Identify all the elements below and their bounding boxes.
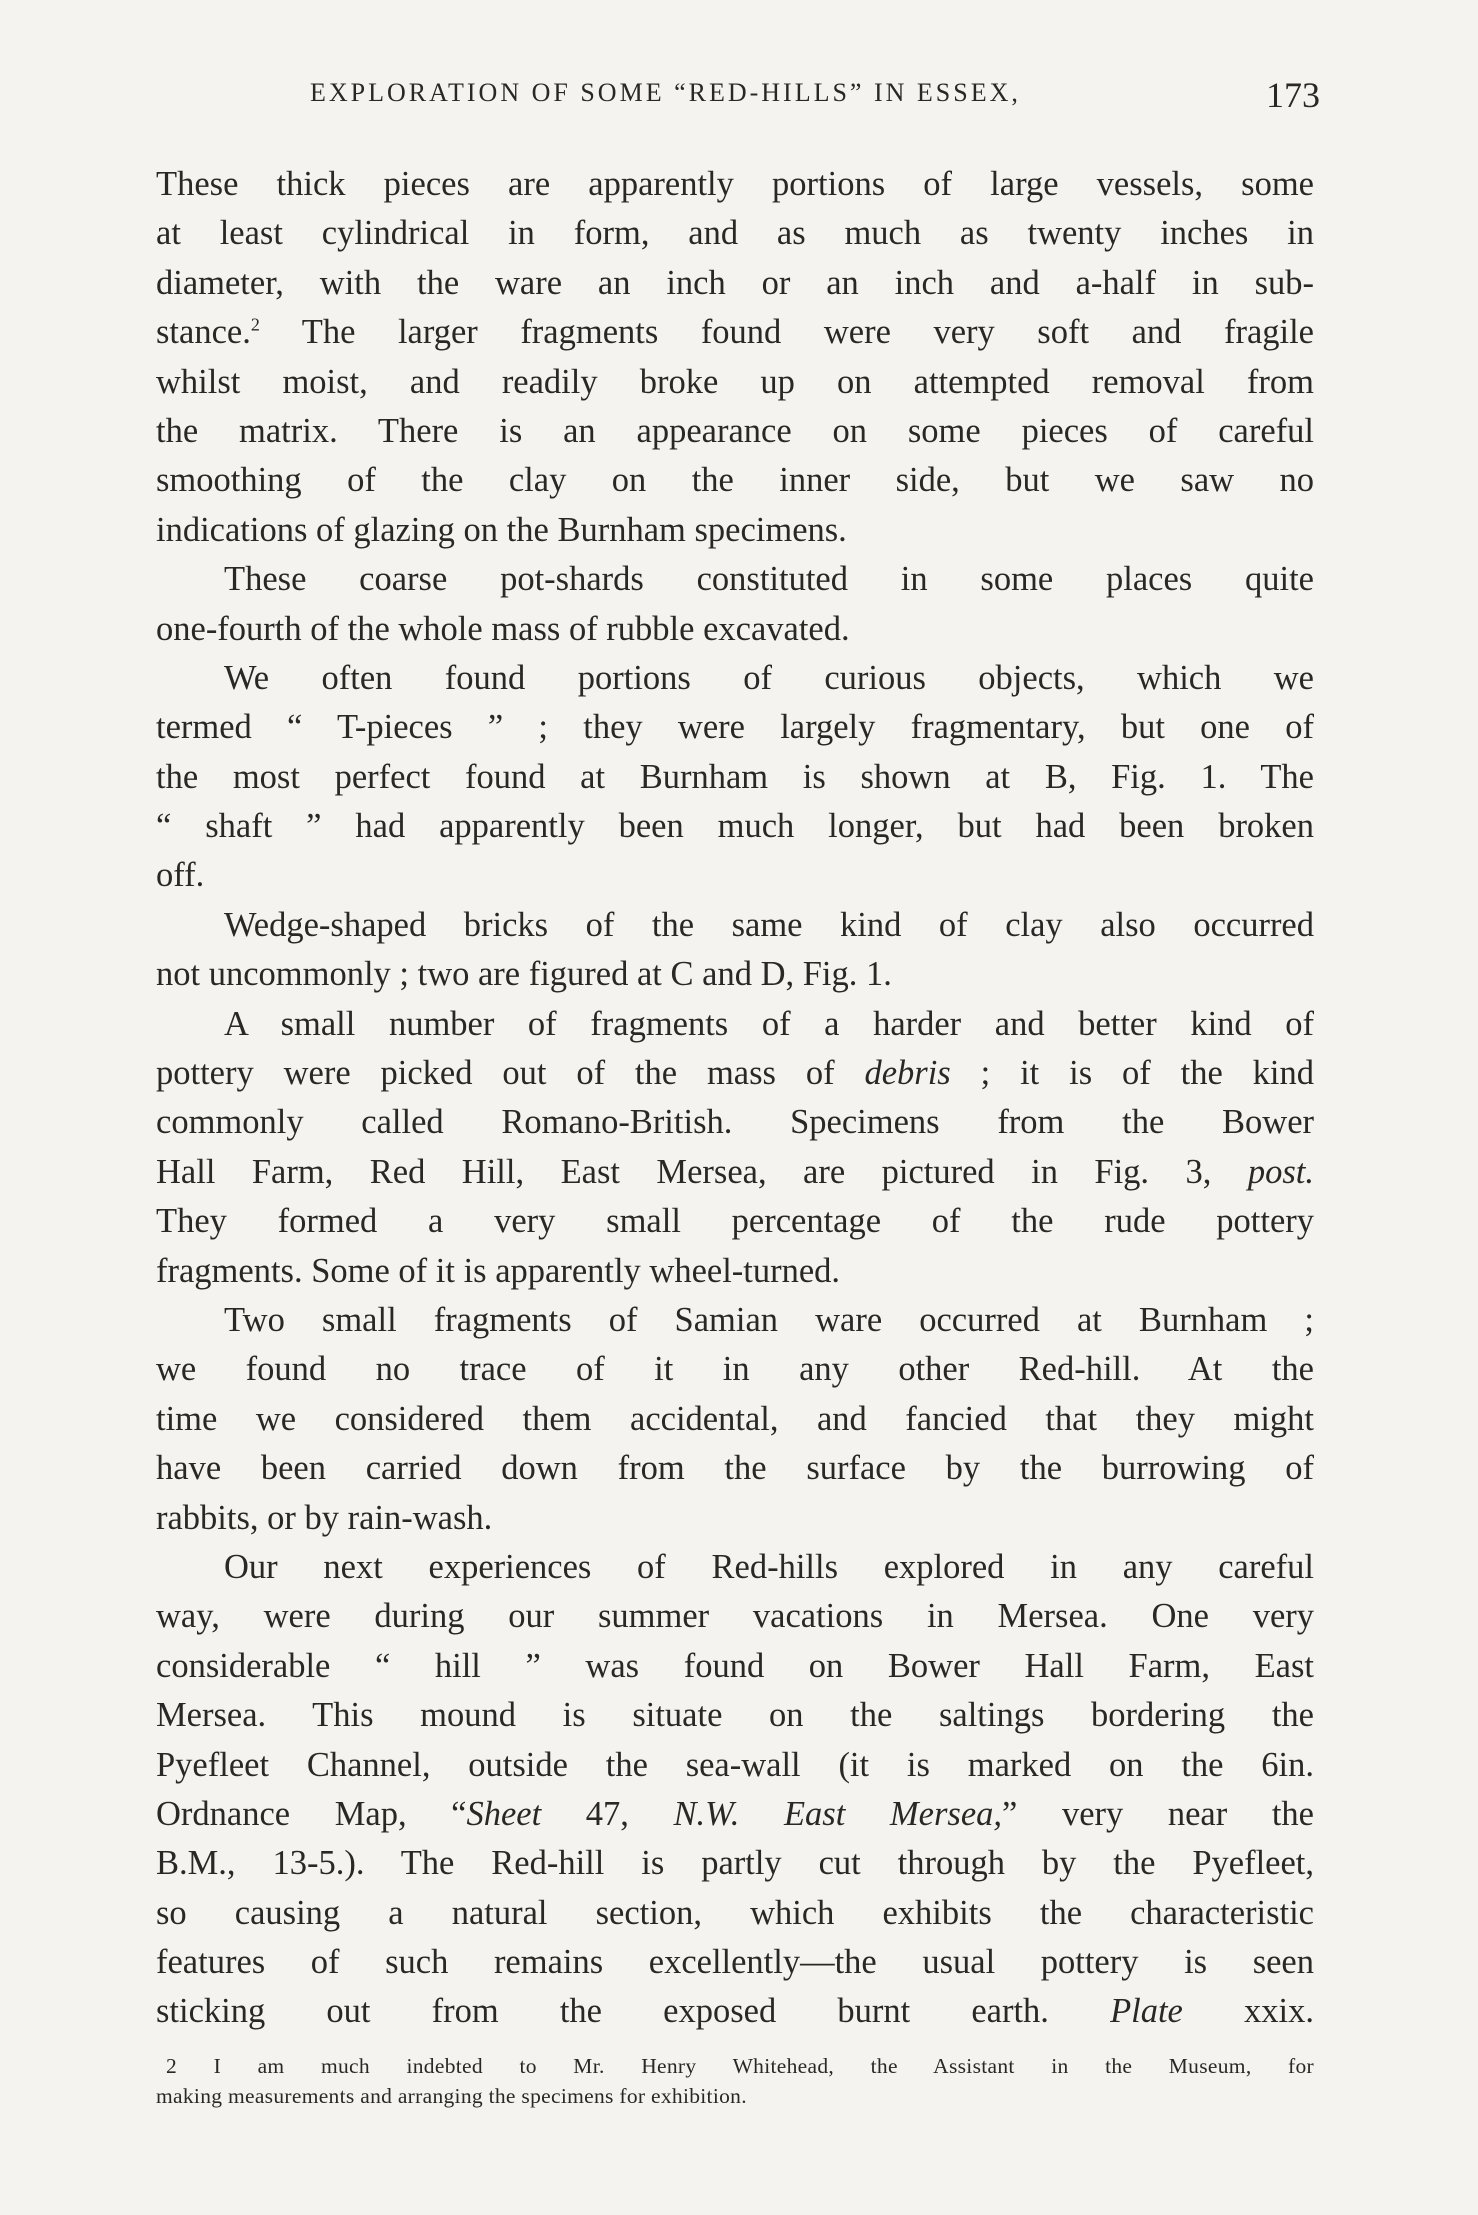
text-segment: Hall Farm, Red Hill, East Mersea, are pictured in Fig. 3, xyxy=(156,1152,1212,1191)
text-line: have been carried down from the surface by the burrowing of xyxy=(156,1449,1314,1488)
text-line: not uncommonly ; two are figured at C and D, Fig. 1. xyxy=(156,955,892,994)
text-line xyxy=(156,1148,1314,1197)
text-line xyxy=(156,1987,1314,2036)
text-line: at least cylindrical in form, and as much as twenty inches in xyxy=(156,214,1314,253)
text-line xyxy=(156,308,1314,357)
text-line: one-fourth of the whole mass of rubble excavated. xyxy=(156,609,850,648)
text-line: Mersea. This mound is situate on the saltings bordering the xyxy=(156,1696,1314,1735)
italic-term: Plate xyxy=(1110,1992,1183,2031)
text-line: whilst moist, and readily broke up on attempted removal from xyxy=(156,362,1314,401)
text-line: considerable “ hill ” was found on Bower Hall Farm, East xyxy=(156,1646,1314,1685)
text-line: We often found portions of curious objects, which we xyxy=(224,658,1314,697)
running-title: EXPLORATION OF SOME “RED-HILLS” IN ESSEX, xyxy=(310,78,1021,107)
text-line: we found no trace of it in any other Red-hill. At the xyxy=(156,1350,1314,1389)
text-line: commonly called Romano-British. Specimens from the Bower xyxy=(156,1103,1314,1142)
text-line xyxy=(156,1790,1314,1839)
text-line xyxy=(156,1049,1314,1098)
text-segment: stance. xyxy=(156,313,251,352)
running-head xyxy=(160,74,1320,124)
text-line: off. xyxy=(156,856,205,895)
text-segment: sticking out from the exposed burnt earth. xyxy=(156,1992,1049,2031)
text-segment: The larger fragments found were very soft and fragile xyxy=(259,313,1314,352)
text-line: rabbits, or by rain-wash. xyxy=(156,1498,493,1537)
footnote-line: making measurements and arranging the specimens for exhibition. xyxy=(156,2084,747,2108)
text-line: the most perfect found at Burnham is shown at B, Fig. 1. The xyxy=(156,757,1314,796)
text-segment: ” very near the xyxy=(1002,1794,1314,1833)
text-segment: 47, xyxy=(541,1794,674,1833)
italic-term: N.W. East Mersea, xyxy=(673,1794,1003,1833)
text-line: diameter, with the ware an inch or an inch and a-half in sub- xyxy=(156,263,1314,302)
page-number: 173 xyxy=(1266,75,1320,115)
text-line: These coarse pot-shards constituted in some places quite xyxy=(224,560,1314,599)
text-line: B.M., 13-5.). The Red-hill is partly cut through by the Pyefleet, xyxy=(156,1844,1314,1883)
footnotes xyxy=(156,2051,1314,2111)
text-line: the matrix. There is an appearance on some pieces of careful xyxy=(156,411,1314,450)
text-line: They formed a very small percentage of the rude pottery xyxy=(156,1202,1314,1241)
text-segment: xxix. xyxy=(1182,1992,1314,2031)
text-line: Two small fragments of Samian ware occurred at Burnham ; xyxy=(224,1300,1314,1339)
italic-term: Sheet xyxy=(466,1794,542,1833)
text-line: “ shaft ” had apparently been much longer, but had been broken xyxy=(156,807,1314,846)
footnote-line: 2 I am much indebted to Mr. Henry Whitehead, the Assistant in the Museum, for xyxy=(166,2054,1314,2078)
text-line: indications of glazing on the Burnham specimens. xyxy=(156,510,847,549)
text-line: features of such remains excellently—the usual pottery is seen xyxy=(156,1943,1314,1982)
text-line: Our next experiences of Red-hills explored in any careful xyxy=(224,1547,1314,1586)
text-line: fragments. Some of it is apparently wheel-turned. xyxy=(156,1251,841,1290)
italic-term: debris xyxy=(864,1054,951,1093)
text-segment: Ordnance Map, “ xyxy=(156,1794,467,1833)
footnote-reference: 2 xyxy=(250,314,260,335)
text-line: termed “ T-pieces ” ; they were largely fragmentary, but one of xyxy=(156,708,1314,747)
italic-term: post. xyxy=(1247,1152,1315,1191)
text-line: way, were during our summer vacations in Mersea. One very xyxy=(156,1597,1314,1636)
text-line: These thick pieces are apparently portions of large vessels, some xyxy=(156,165,1314,203)
text-line: so causing a natural section, which exhibits the characteristic xyxy=(156,1893,1314,1932)
body-text xyxy=(156,160,1314,2037)
text-line: Wedge-shaped bricks of the same kind of clay also occurred xyxy=(224,905,1314,944)
text-line: Pyefleet Channel, outside the sea-wall (it is marked on the 6in. xyxy=(156,1745,1314,1784)
text-segment: ; it is of the kind xyxy=(950,1054,1314,1093)
text-segment: pottery were picked out of the mass of xyxy=(156,1054,835,1093)
text-line: smoothing of the clay on the inner side, but we saw no xyxy=(156,461,1314,500)
text-line: time we considered them accidental, and fancied that they might xyxy=(156,1399,1314,1438)
text-line: A small number of fragments of a harder and better kind of xyxy=(224,1004,1314,1043)
